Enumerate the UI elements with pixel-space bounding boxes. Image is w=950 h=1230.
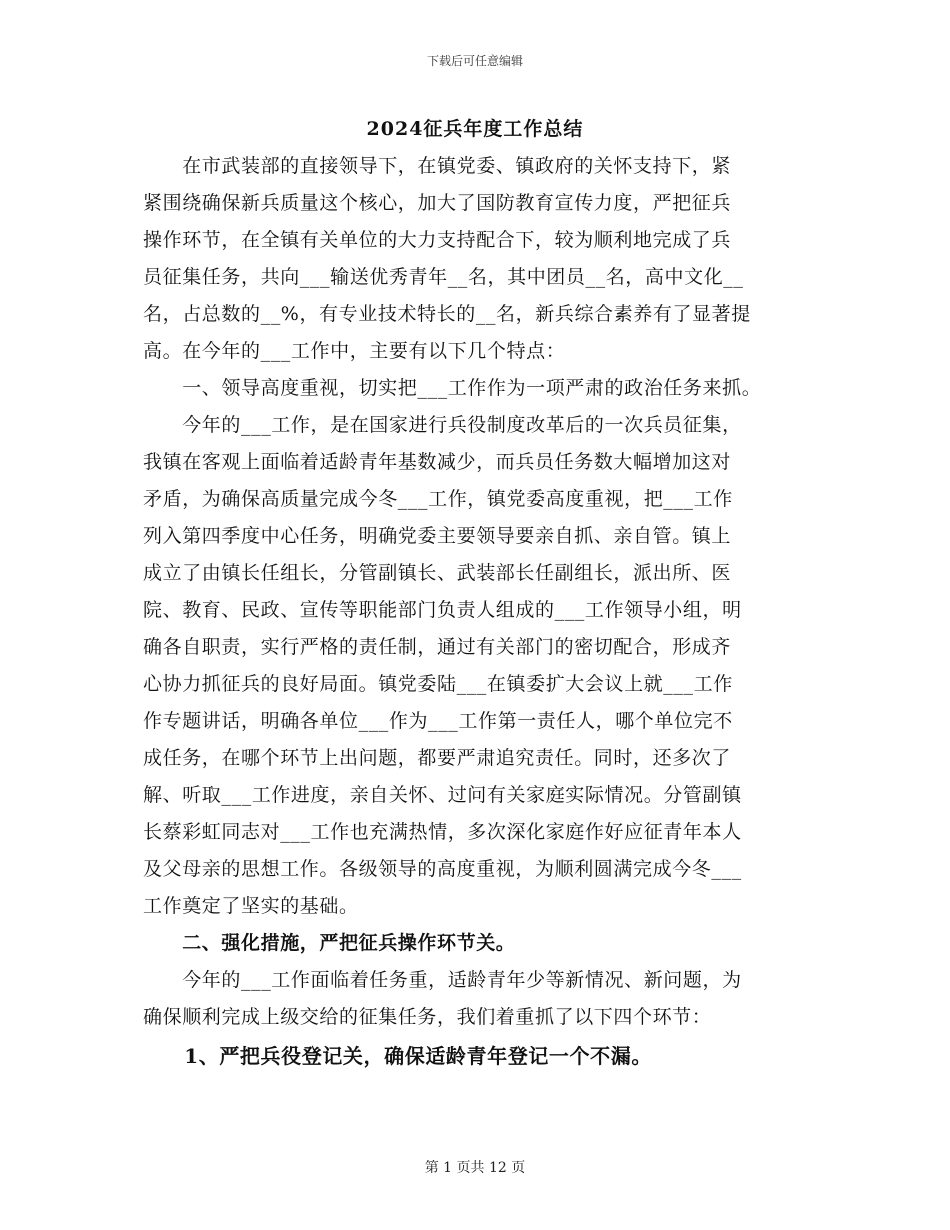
body-line: 今年的___工作，是在国家进行兵役制度改革后的一次兵员征集，: [143, 414, 742, 436]
section-heading: 一、领导高度重视，切实把___工作作为一项严肃的政治任务来抓。: [143, 377, 762, 399]
body-line: 确各自职责，实行严格的责任制，通过有关部门的密切配合，形成齐: [143, 636, 732, 658]
body-line: 及父母亲的思想工作。各级领导的高度重视，为顺利圆满完成今冬___: [143, 858, 742, 880]
subsection-heading: 1、严把兵役登记关，确保适龄青年登记一个不漏。: [143, 1044, 652, 1068]
body-line: 矛盾，为确保高质量完成今冬___工作，镇党委高度重视，把___工作: [143, 488, 733, 510]
body-line: 作专题讲话，明确各单位___作为___工作第一责任人，哪个单位完不: [143, 710, 733, 732]
body-line: 院、教育、民政、宣传等职能部门负责人组成的___工作领导小组，明: [143, 599, 742, 621]
body-line: 在市武装部的直接领导下，在镇党委、镇政府的关怀支持下，紧: [143, 155, 732, 177]
body-line: 高。在今年的___工作中，主要有以下几个特点：: [143, 340, 566, 362]
body-line: 确保顺利完成上级交给的征集任务，我们着重抓了以下四个环节：: [143, 1006, 712, 1028]
document-title: 2024征兵年度工作总结: [366, 118, 584, 140]
body-line: 列入第四季度中心任务，明确党委主要领导要亲自抓、亲自管。镇上: [143, 525, 732, 547]
body-line: 今年的___工作面临着任务重，适龄青年少等新情况、新问题，为: [143, 969, 742, 991]
body-line: 员征集任务，共向___输送优秀青年__名，其中团员__名，高中文化__: [143, 266, 744, 288]
page-number: 第 1 页共 12 页: [424, 1160, 526, 1176]
body-line: 我镇在客观上面临着适龄青年基数减少，而兵员任务数大幅增加这对: [143, 451, 732, 473]
body-line: 成任务，在哪个环节上出问题，都要严肃追究责任。同时，还多次了: [143, 747, 732, 769]
page-header-note: 下载后可任意编辑: [426, 54, 523, 68]
body-line: 紧围绕确保新兵质量这个核心，加大了国防教育宣传力度，严把征兵: [143, 192, 732, 214]
section-heading: 二、强化措施，严把征兵操作环节关。: [143, 932, 516, 954]
body-line: 成立了由镇长任组长，分管副镇长、武装部长任副组长，派出所、医: [143, 562, 732, 584]
body-line: 解、听取___工作进度，亲自关怀、过问有关家庭实际情况。分管副镇: [143, 784, 742, 806]
body-line: 心协力抓征兵的良好局面。镇党委陆___在镇委扩大会议上就___工作: [143, 673, 733, 695]
body-line: 工作奠定了坚实的基础。: [143, 895, 359, 917]
body-line: 操作环节，在全镇有关单位的大力支持配合下，较为顺利地完成了兵: [143, 229, 732, 251]
body-line: 名，占总数的__%，有专业技术特长的__名，新兵综合素养有了显著提: [143, 303, 751, 325]
body-line: 长蔡彩虹同志对___工作也充满热情，多次深化家庭作好应征青年本人: [143, 821, 742, 843]
